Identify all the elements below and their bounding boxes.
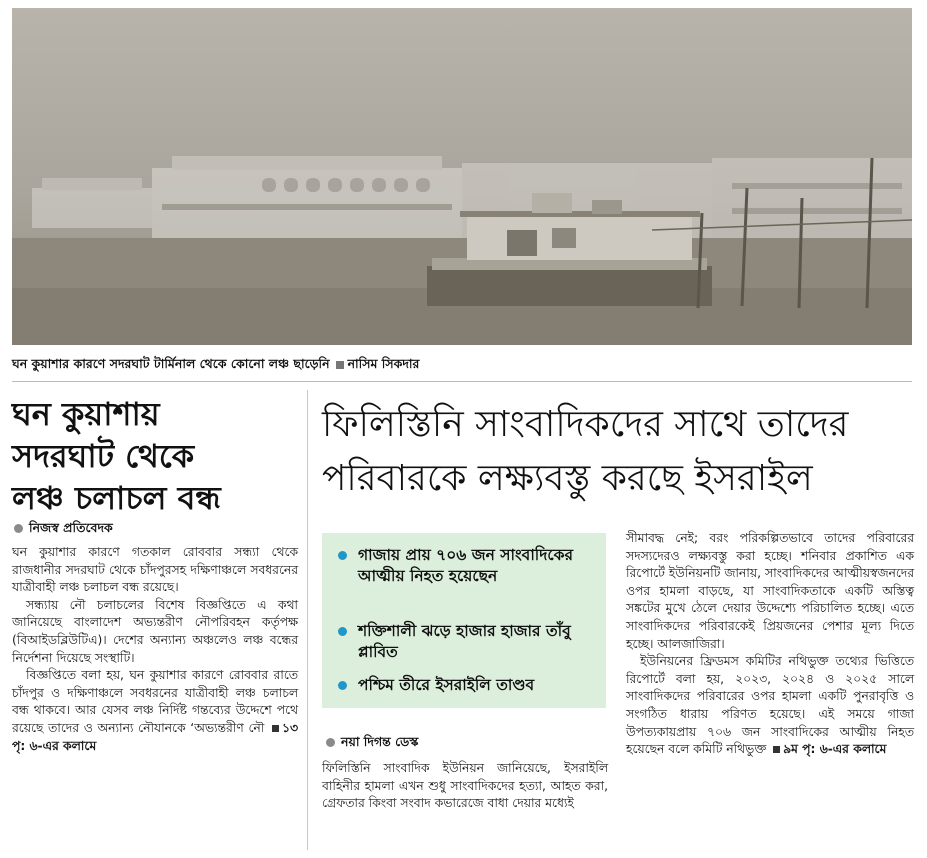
highlight-text: পশ্চিম তীরে ইসরাইলি তাণ্ডব (358, 676, 535, 694)
paragraph-text: ইউনিয়নের ফ্রিডমস কমিটির নথিভুক্ত তথ্যের ভিত্তিতে রিপোর্টে বলা হয়, ২০২৩, ২০২৪ ও ২০২৫ সালে সাংবাদিকদের পরিবারের ওপর হামলা একটি পুনরাবৃত্তি ও সংগঠিত ধারায় পরিণত হয়েছে। এই সময়ে গাজা উপত্যকায়প্রায় ৭০৬ জন সাংবাদিকের আত্মীয় নিহত হয়েছেন বলে কমিটি নথিভুক্ত (626, 654, 914, 757)
main-byline (326, 734, 418, 754)
continuation-text: ১৩ পৃ: ৬-এর কলামে (12, 720, 298, 753)
separator-square-icon (272, 725, 279, 732)
paragraph (626, 653, 914, 759)
photo-caption (12, 356, 912, 376)
highlight-text: শক্তিশালী ঝড়ে হাজার হাজার তাঁবু প্লাবিত (358, 622, 571, 661)
news-photo (12, 8, 912, 345)
bullet-dot-icon (326, 738, 335, 747)
highlight-item (338, 675, 598, 696)
left-headline-line: ঘন কুয়াশায় (12, 395, 160, 433)
photo-credit: নাসিম সিকদার (347, 356, 420, 371)
highlight-item (338, 545, 598, 587)
highlight-item (338, 621, 598, 663)
paragraph: ফিলিস্তিনি সাংবাদিক ইউনিয়ন জানিয়েছে, ইসরাইলি বাহিনীর হামলা এখন শুধু সাংবাদিকদের হত্যা, আহত করা, গ্রেফতার কিংবা সংবাদ কভারেজে বাধা দেয়ার মধ্যেই (322, 761, 608, 811)
paragraph (12, 667, 298, 755)
paragraph: সন্ধ্যায় নৌ চলাচলের বিশেষ বিজ্ঞপ্তিতে এ কথা জানিয়েছে বাংলাদেশ অভ্যন্তরীণ নৌপরিবহন কর্তৃপক্ষ (বিআইডব্লিউটিএ)। দেশের অন্যান্য অঞ্চলেও লঞ্চ বন্ধের নির্দেশনা দিয়েছে সংস্থাটি। (12, 597, 298, 665)
continuation-note (770, 742, 886, 756)
caption-text: ঘন কুয়াশার কারণে সদরঘাট টার্মিনাল থেকে কোনো লঞ্চ ছাড়েনি (12, 356, 330, 371)
main-headline (322, 398, 918, 506)
bullet-icon (338, 627, 347, 636)
separator-square-icon (773, 746, 780, 753)
byline-text: নয়া দিগন্ত ডেস্ক (341, 734, 419, 749)
bullet-dot-icon (14, 524, 23, 533)
horizontal-rule (12, 381, 912, 382)
left-headline-line: লঞ্চ চলাচল বন্ধ (12, 479, 221, 517)
paragraph: সীমাবদ্ধ নেই; বরং পরিকল্পিতভাবে তাদের পরিবারের সদস্যদেরও লক্ষ্যবস্তু করা হচ্ছে। শনিবার প্রকাশিত এক রিপোর্টে ইউনিয়নটি জানায়, সাংবাদিকদের আত্মীয়স্বজনদের ওপর হামলা বাড়ছে, যা সাংবাদিকতাকে একটি অস্তিত্ব সঙ্কটের মুখে ঠেলে দেয়ার উদ্দেশ্যে পরিচালিত হচ্ছে। এতে সাংবাদিকদের পরিবারকেই প্রিয়জনের পেশার মূল্য দিতে হচ্ছে। আলজাজিরা। (626, 531, 914, 651)
left-headline (12, 393, 300, 519)
main-headline-line: ফিলিস্তিনি সাংবাদিকদের সাথে তাদের (322, 404, 849, 445)
left-byline (14, 520, 113, 540)
paragraph-text: বিজ্ঞপ্তিতে বলা হয়, ঘন কুয়াশার কারণে রোববার রাতে চাঁদপুর ও দক্ষিণাঞ্চলে সবধরনের যাত্রীবাহী লঞ্চ চলাচল বন্ধ থাকবে। আর যেসব লঞ্চ নির্দিষ্ট গন্তব্যের উদ্দেশে পথে রয়েছে তাদের ও অন্যান্য নৌযানকে ‘অভ্যন্তরীণ নৌ (12, 668, 298, 735)
bullet-icon (338, 551, 347, 560)
left-headline-line: সদরঘাট থেকে (12, 437, 195, 475)
continuation-text: ৯ম পৃ: ৬-এর কলামে (783, 742, 887, 757)
highlight-text: গাজায় প্রায় ৭০৬ জন সাংবাদিকের আত্মীয় নিহত হয়েছেন (358, 546, 573, 585)
main-story-col2 (626, 530, 914, 759)
main-headline-line: পরিবারকে লক্ষ্যবস্তু করছে ইসরাইল (322, 458, 813, 499)
separator-square-icon (336, 361, 344, 369)
column-divider (307, 390, 308, 850)
bullet-icon (338, 681, 347, 690)
main-story-col1 (322, 760, 608, 813)
byline-text: নিজস্ব প্রতিবেদক (29, 520, 113, 535)
highlights-box (322, 533, 606, 708)
left-story-body (12, 544, 298, 755)
paragraph: ঘন কুয়াশার কারণে গতকাল রোববার সন্ধ্যা থেকে রাজধানীর সদরঘাট থেকে চাঁদপুরসহ দক্ষিণাঞ্চলে সবধরনের যাত্রীবাহী লঞ্চ চলাচল বন্ধ রয়েছে। (12, 545, 298, 595)
